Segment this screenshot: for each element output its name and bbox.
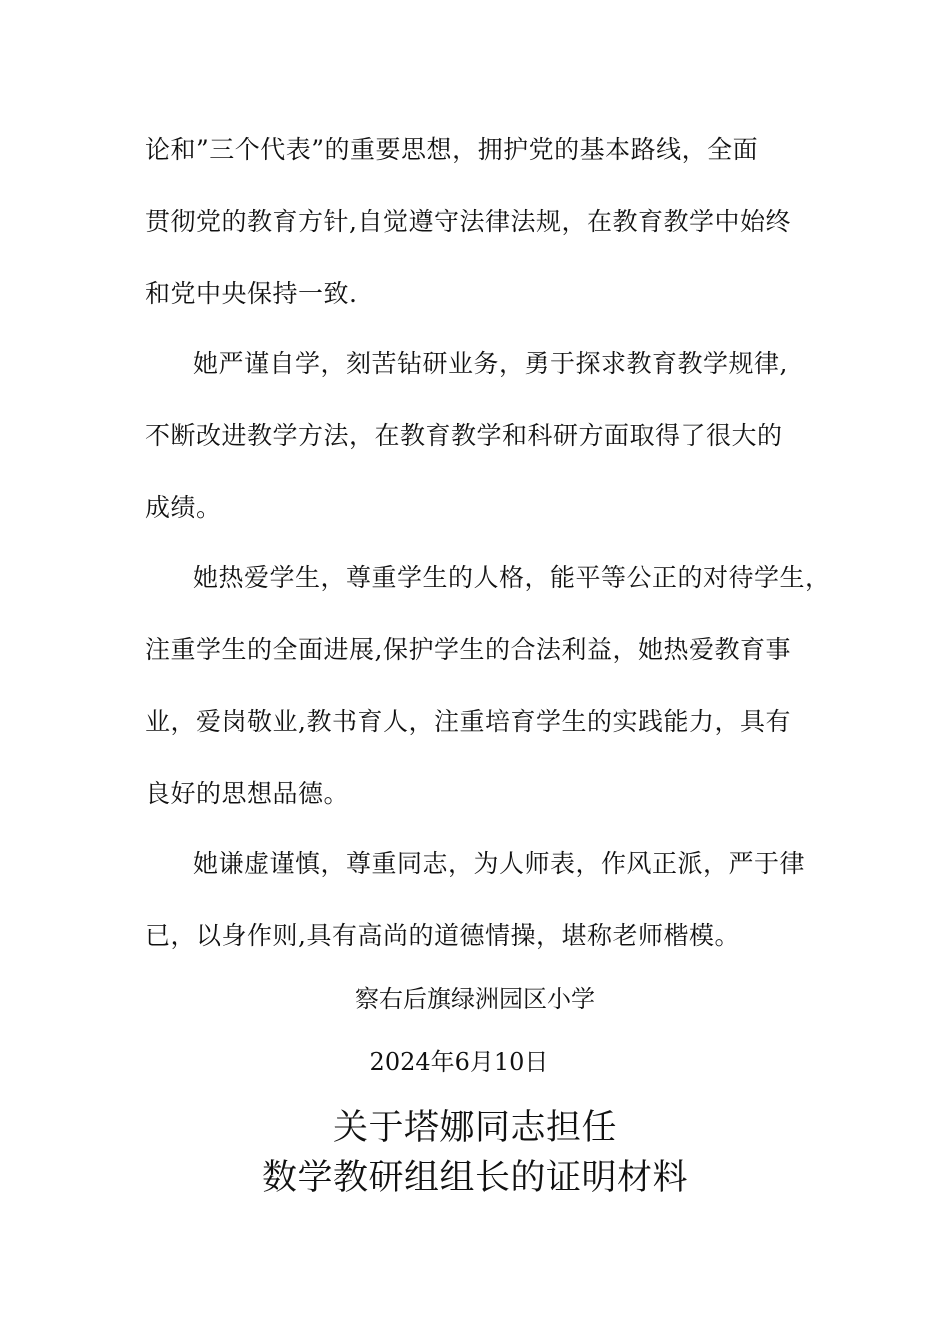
section-title-line-1: 关于塔娜同志担任 <box>332 1108 617 1148</box>
body-line-7: 她热爱学生，尊重学生的人格，能平等公正的对待学生， <box>193 563 831 592</box>
body-line-2: 贯彻党的教育方针,自觉遵守法律法规，在教育教学中始终 <box>145 207 791 236</box>
body-line-10: 良好的思想品德。 <box>145 779 350 808</box>
body-line-5: 不断改进教学方法，在教育教学和科研方面取得了很大的 <box>145 421 783 450</box>
body-line-8: 注重学生的全面进展,保护学生的合法利益，她热爱教育事 <box>145 635 791 664</box>
body-line-3: 和党中央保持一致. <box>145 279 358 308</box>
signature-organization: 察右后旗绿洲园区小学 <box>355 985 595 1013</box>
signature-date: 2024年6月10日 <box>369 1048 549 1076</box>
body-line-1: 论和”三个代表”的重要思想，拥护党的基本路线，全面 <box>145 135 759 164</box>
body-line-11: 她谦虚谨慎，尊重同志，为人师表，作风正派，严于律 <box>193 849 806 878</box>
section-title-line-2: 数学教研组组长的证明材料 <box>261 1158 688 1198</box>
body-line-9: 业，爱岗敬业,教书育人，注重培育学生的实践能力，具有 <box>145 707 791 736</box>
body-line-12: 已，以身作则,具有高尚的道德情操，堪称老师楷模。 <box>145 921 740 950</box>
body-line-4: 她严谨自学，刻苦钻研业务，勇于探求教育教学规律, <box>193 349 788 378</box>
body-line-6: 成绩。 <box>145 493 222 522</box>
